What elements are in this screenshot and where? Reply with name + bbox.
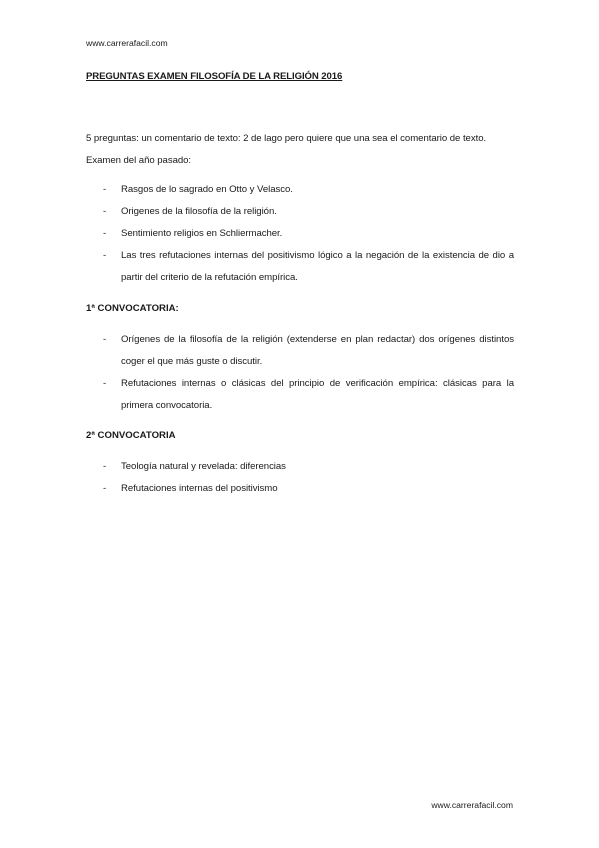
list-item	[86, 329, 514, 373]
list-item	[86, 478, 514, 500]
dash-bullet: -	[103, 206, 107, 217]
second-call-list	[86, 456, 514, 500]
section-heading-first-call: 1ª CONVOCATORIA:	[86, 303, 179, 314]
list-item-text: Sentimiento religios en Schliermacher.	[121, 228, 283, 239]
list-item	[86, 456, 514, 478]
section-heading-second-call: 2ª CONVOCATORIA	[86, 430, 176, 441]
dash-bullet: -	[103, 483, 107, 494]
list-item	[86, 223, 514, 245]
dash-bullet: -	[103, 250, 107, 261]
list-item	[86, 245, 514, 289]
list-item	[86, 179, 514, 201]
dash-bullet: -	[103, 461, 107, 472]
dash-bullet: -	[103, 334, 107, 345]
header-url: www.carrerafacil.com	[86, 38, 168, 48]
list-item-text: Rasgos de lo sagrado en Otto y Velasco.	[121, 184, 293, 195]
dash-bullet: -	[103, 378, 107, 389]
list-item	[86, 373, 514, 417]
intro-paragraph: 5 preguntas: un comentario de texto: 2 de lago pero quiere que una sea el comentario de texto. Examen del año pasado:	[86, 133, 487, 166]
document-title: PREGUNTAS EXAMEN FILOSOFÍA DE LA RELIGIÓN 2016	[86, 71, 343, 82]
list-item-text: Teología natural y revelada: diferencias	[121, 461, 286, 472]
list-item-text: Refutaciones internas del positivismo	[121, 483, 278, 494]
dash-bullet: -	[103, 228, 107, 239]
first-call-list	[86, 329, 514, 417]
footer-url: www.carrerafacil.com	[431, 800, 513, 810]
list-item-text: Orígenes de la filosofía de la religión (extenderse en plan redactar) dos orígenes distintos coger el que más guste o discutir.	[121, 334, 514, 367]
list-item-text: Origenes de la filosofía de la religión.	[121, 206, 277, 217]
list-item	[86, 201, 514, 223]
list-item-text: Refutaciones internas o clásicas del principio de verificación empírica: clásicas para la primera convocatoria.	[121, 378, 514, 411]
list-item-text: Las tres refutaciones internas del positivismo lógico a la negación de la existencia de dio a partir del criterio de la refutación empírica.	[121, 250, 514, 283]
dash-bullet: -	[103, 184, 107, 195]
exam-topics-list	[86, 179, 514, 289]
